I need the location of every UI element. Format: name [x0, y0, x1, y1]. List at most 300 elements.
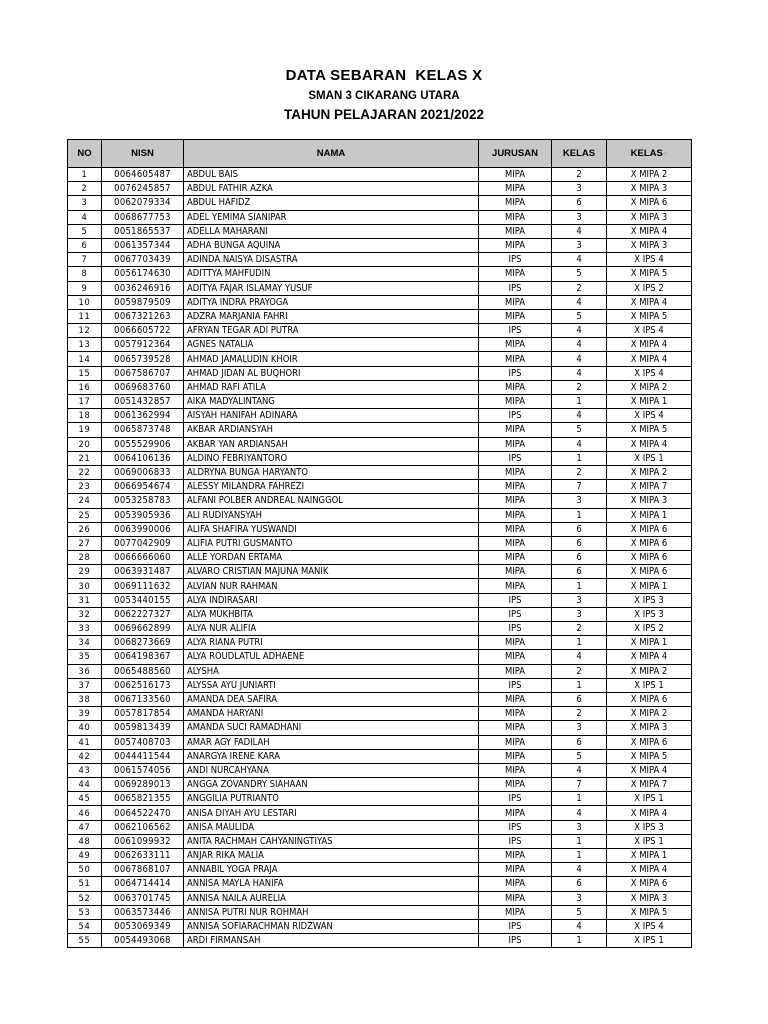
row-number-cell: 52: [68, 891, 102, 905]
student-name-cell: ALYA MUKHBITA: [184, 607, 479, 621]
kelas-number-cell: 2: [552, 281, 607, 295]
kelas-cell: X MIPA 2: [607, 168, 692, 182]
jurusan-cell: MIPA: [479, 437, 552, 451]
nisn-cell: 0065488560: [102, 664, 184, 678]
table-row: [68, 863, 692, 877]
kelas-cell: X MIPA 5: [607, 905, 692, 919]
kelas-number-cell: 1: [552, 834, 607, 848]
nisn-cell: 0067586707: [102, 366, 184, 380]
nisn-cell: 0067133560: [102, 692, 184, 706]
student-name-cell: ABDUL FATHIR AZKA: [184, 182, 479, 196]
kelas-number-cell: 2: [552, 622, 607, 636]
student-name-cell: AMANDA DEA SAFIRA: [184, 692, 479, 706]
student-name-cell: ADEL YEMIMA SIANIPAR: [184, 210, 479, 224]
kelas-number-cell: 5: [552, 309, 607, 323]
column-header-kelas-number: KELAS: [552, 140, 607, 168]
jurusan-cell: MIPA: [479, 423, 552, 437]
kelas-number-cell: 6: [552, 692, 607, 706]
kelas-number-cell: 2: [552, 465, 607, 479]
kelas-number-cell: 1: [552, 792, 607, 806]
row-number-cell: 6: [68, 238, 102, 252]
student-name-cell: ALDRYNA BUNGA HARYANTO: [184, 465, 479, 479]
table-row: [68, 792, 692, 806]
jurusan-cell: MIPA: [479, 863, 552, 877]
kelas-cell: X IPS 1: [607, 451, 692, 465]
student-name-cell: ABDUL HAFIDZ: [184, 196, 479, 210]
kelas-cell: X MIPA 4: [607, 650, 692, 664]
kelas-cell: X MIPA 3: [607, 238, 692, 252]
table-row: [68, 182, 692, 196]
table-row: [68, 437, 692, 451]
table-row: [68, 324, 692, 338]
student-name-cell: ABDUL BAIS: [184, 168, 479, 182]
table-row: [68, 210, 692, 224]
student-name-cell: ADITTYA MAHFUDIN: [184, 267, 479, 281]
jurusan-cell: IPS: [479, 281, 552, 295]
table-row: [68, 664, 692, 678]
student-name-cell: ANNISA SOFIARACHMAN RIDZWAN: [184, 919, 479, 933]
row-number-cell: 54: [68, 919, 102, 933]
nisn-cell: 0057912364: [102, 338, 184, 352]
row-number-cell: 46: [68, 806, 102, 820]
jurusan-cell: MIPA: [479, 877, 552, 891]
jurusan-cell: MIPA: [479, 664, 552, 678]
row-number-cell: 25: [68, 508, 102, 522]
kelas-number-cell: 4: [552, 366, 607, 380]
nisn-cell: 0062516173: [102, 678, 184, 692]
jurusan-cell: MIPA: [479, 182, 552, 196]
nisn-cell: 0053905936: [102, 508, 184, 522]
row-number-cell: 47: [68, 820, 102, 834]
nisn-cell: 0065821355: [102, 792, 184, 806]
nisn-cell: 0064522470: [102, 806, 184, 820]
kelas-cell: X MIPA 6: [607, 196, 692, 210]
student-name-cell: ALVIAN NUR RAHMAN: [184, 579, 479, 593]
kelas-number-cell: 6: [552, 196, 607, 210]
kelas-number-cell: 3: [552, 494, 607, 508]
jurusan-cell: MIPA: [479, 267, 552, 281]
kelas-number-cell: 4: [552, 324, 607, 338]
kelas-cell: X MIPA 7: [607, 778, 692, 792]
column-header-nisn: NISN: [102, 140, 184, 168]
kelas-number-cell: 6: [552, 536, 607, 550]
row-number-cell: 28: [68, 551, 102, 565]
row-number-cell: 19: [68, 423, 102, 437]
jurusan-cell: MIPA: [479, 238, 552, 252]
table-row: [68, 295, 692, 309]
nisn-cell: 0053440155: [102, 593, 184, 607]
row-number-cell: 27: [68, 536, 102, 550]
kelas-cell: X MIPA 5: [607, 309, 692, 323]
row-number-cell: 50: [68, 863, 102, 877]
jurusan-cell: MIPA: [479, 210, 552, 224]
academic-year: TAHUN PELAJARAN 2021/2022: [283, 107, 485, 122]
table-row: [68, 551, 692, 565]
row-number-cell: 40: [68, 721, 102, 735]
jurusan-cell: MIPA: [479, 905, 552, 919]
kelas-cell: X IPS 4: [607, 919, 692, 933]
jurusan-cell: MIPA: [479, 480, 552, 494]
row-number-cell: 3: [68, 196, 102, 210]
kelas-number-cell: 1: [552, 579, 607, 593]
student-name-cell: ADITYA FAJAR ISLAMAY YUSUF: [184, 281, 479, 295]
nisn-cell: 0061574056: [102, 763, 184, 777]
kelas-number-cell: 4: [552, 352, 607, 366]
row-number-cell: 44: [68, 778, 102, 792]
kelas-number-cell: 2: [552, 168, 607, 182]
nisn-cell: 0069683760: [102, 380, 184, 394]
kelas-number-cell: 3: [552, 891, 607, 905]
student-name-cell: AMANDA SUCI RAMADHANI: [184, 721, 479, 735]
table-header-row: [68, 140, 692, 168]
row-number-cell: 13: [68, 338, 102, 352]
kelas-cell: X MIPA 6: [607, 536, 692, 550]
row-number-cell: 18: [68, 409, 102, 423]
table-row: [68, 352, 692, 366]
jurusan-cell: MIPA: [479, 707, 552, 721]
row-number-cell: 38: [68, 692, 102, 706]
nisn-cell: 0063573446: [102, 905, 184, 919]
column-header-kelas-label: KELAS: [630, 148, 663, 159]
jurusan-cell: MIPA: [479, 806, 552, 820]
student-name-cell: AHMAD RAFI ATILA: [184, 380, 479, 394]
row-number-cell: 29: [68, 565, 102, 579]
table-row: [68, 707, 692, 721]
jurusan-cell: MIPA: [479, 565, 552, 579]
kelas-number-cell: 6: [552, 551, 607, 565]
table-row: [68, 678, 692, 692]
row-number-cell: 7: [68, 253, 102, 267]
jurusan-cell: MIPA: [479, 721, 552, 735]
table-row: [68, 692, 692, 706]
jurusan-cell: MIPA: [479, 579, 552, 593]
kelas-number-cell: 5: [552, 267, 607, 281]
nisn-cell: 0066605722: [102, 324, 184, 338]
student-name-cell: ALYA RIANA PUTRI: [184, 636, 479, 650]
nisn-cell: 0062227327: [102, 607, 184, 621]
row-number-cell: 16: [68, 380, 102, 394]
table-row: [68, 834, 692, 848]
nisn-cell: 0067703439: [102, 253, 184, 267]
kelas-number-cell: 6: [552, 565, 607, 579]
kelas-cell: X IPS 1: [607, 834, 692, 848]
kelas-number-cell: 5: [552, 749, 607, 763]
kelas-number-cell: 3: [552, 593, 607, 607]
student-name-cell: AMAR AGY FADILAH: [184, 735, 479, 749]
nisn-cell: 0036246916: [102, 281, 184, 295]
kelas-cell: X MIPA 3: [607, 891, 692, 905]
row-number-cell: 55: [68, 934, 102, 948]
nisn-cell: 0053069349: [102, 919, 184, 933]
row-number-cell: 31: [68, 593, 102, 607]
row-number-cell: 23: [68, 480, 102, 494]
student-name-cell: ANISA MAULIDA: [184, 820, 479, 834]
jurusan-cell: IPS: [479, 366, 552, 380]
table-row: [68, 366, 692, 380]
kelas-cell: X IPS 1: [607, 934, 692, 948]
kelas-number-cell: 1: [552, 678, 607, 692]
table-row: [68, 451, 692, 465]
table-row: [68, 636, 692, 650]
kelas-number-cell: 3: [552, 238, 607, 252]
nisn-cell: 0065739528: [102, 352, 184, 366]
table-body: [68, 168, 692, 948]
nisn-cell: 0061362994: [102, 409, 184, 423]
nisn-cell: 0059879509: [102, 295, 184, 309]
student-name-cell: ANGGA ZOVANDRY SIAHAAN: [184, 778, 479, 792]
kelas-cell: X IPS 3: [607, 593, 692, 607]
kelas-number-cell: 1: [552, 508, 607, 522]
nisn-cell: 0069662899: [102, 622, 184, 636]
row-number-cell: 14: [68, 352, 102, 366]
jurusan-cell: MIPA: [479, 650, 552, 664]
school-name: SMAN 3 CIKARANG UTARA: [308, 90, 460, 102]
kelas-number-cell: 7: [552, 480, 607, 494]
kelas-cell: X MIPA 3: [607, 182, 692, 196]
kelas-cell: X MIPA 6: [607, 522, 692, 536]
student-name-cell: ANNISA MAYLA HANIFA: [184, 877, 479, 891]
table-row: [68, 905, 692, 919]
kelas-cell: X MIPA 4: [607, 763, 692, 777]
nisn-cell: 0069111632: [102, 579, 184, 593]
row-number-cell: 8: [68, 267, 102, 281]
table-row: [68, 423, 692, 437]
row-number-cell: 12: [68, 324, 102, 338]
table-row: [68, 877, 692, 891]
kelas-number-cell: 1: [552, 451, 607, 465]
student-name-cell: ADINDA NAISYA DISASTRA: [184, 253, 479, 267]
nisn-cell: 0066954674: [102, 480, 184, 494]
jurusan-cell: IPS: [479, 253, 552, 267]
filter-dropdown-icon[interactable]: ▾: [663, 151, 668, 158]
row-number-cell: 51: [68, 877, 102, 891]
table-row: [68, 267, 692, 281]
student-name-cell: ALDINO FEBRIYANTORO: [184, 451, 479, 465]
kelas-cell: X IPS 2: [607, 622, 692, 636]
kelas-number-cell: 4: [552, 295, 607, 309]
kelas-number-cell: 6: [552, 735, 607, 749]
student-name-cell: ANITA RACHMAH CAHYANINGTIYAS: [184, 834, 479, 848]
row-number-cell: 9: [68, 281, 102, 295]
row-number-cell: 26: [68, 522, 102, 536]
kelas-cell: X MIPA 6: [607, 551, 692, 565]
table-row: [68, 763, 692, 777]
row-number-cell: 11: [68, 309, 102, 323]
kelas-cell: X MIPA 1: [607, 636, 692, 650]
kelas-number-cell: 3: [552, 607, 607, 621]
kelas-number-cell: 4: [552, 338, 607, 352]
kelas-cell: X MIPA 1: [607, 579, 692, 593]
document-title: DATA SEBARAN KELAS X: [285, 67, 483, 84]
kelas-cell: X MIPA 1: [607, 395, 692, 409]
nisn-cell: 0069006833: [102, 465, 184, 479]
nisn-cell: 0044411544: [102, 749, 184, 763]
student-name-cell: ALIFIA PUTRI GUSMANTO: [184, 536, 479, 550]
kelas-cell: X MIPA 5: [607, 423, 692, 437]
jurusan-cell: MIPA: [479, 778, 552, 792]
table-row: [68, 253, 692, 267]
row-number-cell: 49: [68, 849, 102, 863]
kelas-cell: X MIPA 4: [607, 352, 692, 366]
nisn-cell: 0053258783: [102, 494, 184, 508]
kelas-cell: X IPS 1: [607, 678, 692, 692]
nisn-cell: 0054493068: [102, 934, 184, 948]
jurusan-cell: IPS: [479, 919, 552, 933]
nisn-cell: 0057408703: [102, 735, 184, 749]
row-number-cell: 5: [68, 224, 102, 238]
nisn-cell: 0062633111: [102, 849, 184, 863]
student-name-cell: ALFANI POLBER ANDREAL NAINGGOL: [184, 494, 479, 508]
nisn-cell: 0061357344: [102, 238, 184, 252]
nisn-cell: 0061099932: [102, 834, 184, 848]
kelas-cell: X IPS 1: [607, 792, 692, 806]
jurusan-cell: IPS: [479, 834, 552, 848]
column-header-jurusan: JURUSAN: [479, 140, 552, 168]
student-name-cell: AHMAD JAMALUDIN KHOIR: [184, 352, 479, 366]
jurusan-cell: IPS: [479, 792, 552, 806]
kelas-cell: X MIPA 5: [607, 749, 692, 763]
jurusan-cell: IPS: [479, 324, 552, 338]
nisn-cell: 0076245857: [102, 182, 184, 196]
kelas-cell: X IPS 4: [607, 409, 692, 423]
student-name-cell: ALYA NUR ALIFIA: [184, 622, 479, 636]
jurusan-cell: MIPA: [479, 380, 552, 394]
kelas-cell: X MIPA 4: [607, 338, 692, 352]
student-name-cell: ANISA DIYAH AYU LESTARI: [184, 806, 479, 820]
kelas-cell: X MIPA 4: [607, 224, 692, 238]
kelas-cell: X MIPA 7: [607, 480, 692, 494]
table-row: [68, 721, 692, 735]
jurusan-cell: MIPA: [479, 168, 552, 182]
row-number-cell: 15: [68, 366, 102, 380]
jurusan-cell: IPS: [479, 593, 552, 607]
kelas-number-cell: 3: [552, 182, 607, 196]
kelas-number-cell: 1: [552, 934, 607, 948]
jurusan-cell: MIPA: [479, 522, 552, 536]
kelas-number-cell: 1: [552, 395, 607, 409]
kelas-number-cell: 7: [552, 778, 607, 792]
table-row: [68, 196, 692, 210]
jurusan-cell: MIPA: [479, 891, 552, 905]
jurusan-cell: MIPA: [479, 551, 552, 565]
table-row: [68, 380, 692, 394]
kelas-number-cell: 4: [552, 409, 607, 423]
table-row: [68, 919, 692, 933]
student-name-cell: ANNISA NAILA AURELIA: [184, 891, 479, 905]
row-number-cell: 32: [68, 607, 102, 621]
kelas-number-cell: 4: [552, 863, 607, 877]
kelas-number-cell: 1: [552, 636, 607, 650]
kelas-number-cell: 4: [552, 650, 607, 664]
student-name-cell: ALVARO CRISTIAN MAJUNA MANIK: [184, 565, 479, 579]
kelas-cell: X IPS 4: [607, 324, 692, 338]
nisn-cell: 0062106562: [102, 820, 184, 834]
nisn-cell: 0068273669: [102, 636, 184, 650]
kelas-number-cell: 2: [552, 664, 607, 678]
row-number-cell: 4: [68, 210, 102, 224]
table-row: [68, 480, 692, 494]
kelas-cell: X IPS 4: [607, 253, 692, 267]
kelas-cell: X IPS 3: [607, 820, 692, 834]
row-number-cell: 45: [68, 792, 102, 806]
kelas-cell: X MIPA 1: [607, 508, 692, 522]
student-name-cell: ANARGYA IRENE KARA: [184, 749, 479, 763]
row-number-cell: 21: [68, 451, 102, 465]
row-number-cell: 24: [68, 494, 102, 508]
row-number-cell: 2: [68, 182, 102, 196]
table-row: [68, 849, 692, 863]
table-row: [68, 494, 692, 508]
row-number-cell: 1: [68, 168, 102, 182]
kelas-cell: X MIPA 4: [607, 295, 692, 309]
jurusan-cell: MIPA: [479, 295, 552, 309]
row-number-cell: 43: [68, 763, 102, 777]
nisn-cell: 0056174630: [102, 267, 184, 281]
table-row: [68, 607, 692, 621]
student-name-cell: ANNABIL YOGA PRAJA: [184, 863, 479, 877]
column-header-no: NO: [68, 140, 102, 168]
row-number-cell: 48: [68, 834, 102, 848]
kelas-cell: X MIPA 4: [607, 806, 692, 820]
student-name-cell: ALYSSA AYU JUNIARTI: [184, 678, 479, 692]
nisn-cell: 0069289013: [102, 778, 184, 792]
student-name-cell: AMANDA HARYANI: [184, 707, 479, 721]
table-row: [68, 593, 692, 607]
student-name-cell: ARDI FIRMANSAH: [184, 934, 479, 948]
jurusan-cell: MIPA: [479, 508, 552, 522]
jurusan-cell: MIPA: [479, 395, 552, 409]
student-distribution-table: [67, 139, 692, 948]
student-name-cell: ANJAR RIKA MALIA: [184, 849, 479, 863]
student-name-cell: ADZRA MARJANIA FAHRI: [184, 309, 479, 323]
nisn-cell: 0063701745: [102, 891, 184, 905]
kelas-cell: X MIPA 6: [607, 565, 692, 579]
nisn-cell: 0051865537: [102, 224, 184, 238]
row-number-cell: 36: [68, 664, 102, 678]
table-row: [68, 309, 692, 323]
student-name-cell: AKBAR ARDIANSYAH: [184, 423, 479, 437]
table-row: [68, 409, 692, 423]
student-name-cell: ALYA ROUDLATUL ADHAENE: [184, 650, 479, 664]
jurusan-cell: IPS: [479, 409, 552, 423]
student-name-cell: ALYA INDIRASARI: [184, 593, 479, 607]
kelas-cell: X MIPA 5: [607, 267, 692, 281]
table-row: [68, 281, 692, 295]
jurusan-cell: MIPA: [479, 309, 552, 323]
table-row: [68, 778, 692, 792]
kelas-number-cell: 4: [552, 806, 607, 820]
student-name-cell: ANNISA PUTRI NUR ROHMAH: [184, 905, 479, 919]
student-name-cell: AIKA MADYALINTANG: [184, 395, 479, 409]
kelas-number-cell: 2: [552, 380, 607, 394]
kelas-number-cell: 4: [552, 224, 607, 238]
kelas-cell: X MIPA 3: [607, 210, 692, 224]
row-number-cell: 22: [68, 465, 102, 479]
student-name-cell: AISYAH HANIFAH ADINARA: [184, 409, 479, 423]
kelas-number-cell: 3: [552, 210, 607, 224]
student-name-cell: ALYSHA: [184, 664, 479, 678]
table-row: [68, 934, 692, 948]
table-row: [68, 338, 692, 352]
jurusan-cell: IPS: [479, 607, 552, 621]
student-name-cell: ALI RUDIYANSYAH: [184, 508, 479, 522]
row-number-cell: 33: [68, 622, 102, 636]
kelas-number-cell: 6: [552, 522, 607, 536]
table-row: [68, 806, 692, 820]
kelas-number-cell: 5: [552, 905, 607, 919]
nisn-cell: 0057817854: [102, 707, 184, 721]
jurusan-cell: MIPA: [479, 465, 552, 479]
